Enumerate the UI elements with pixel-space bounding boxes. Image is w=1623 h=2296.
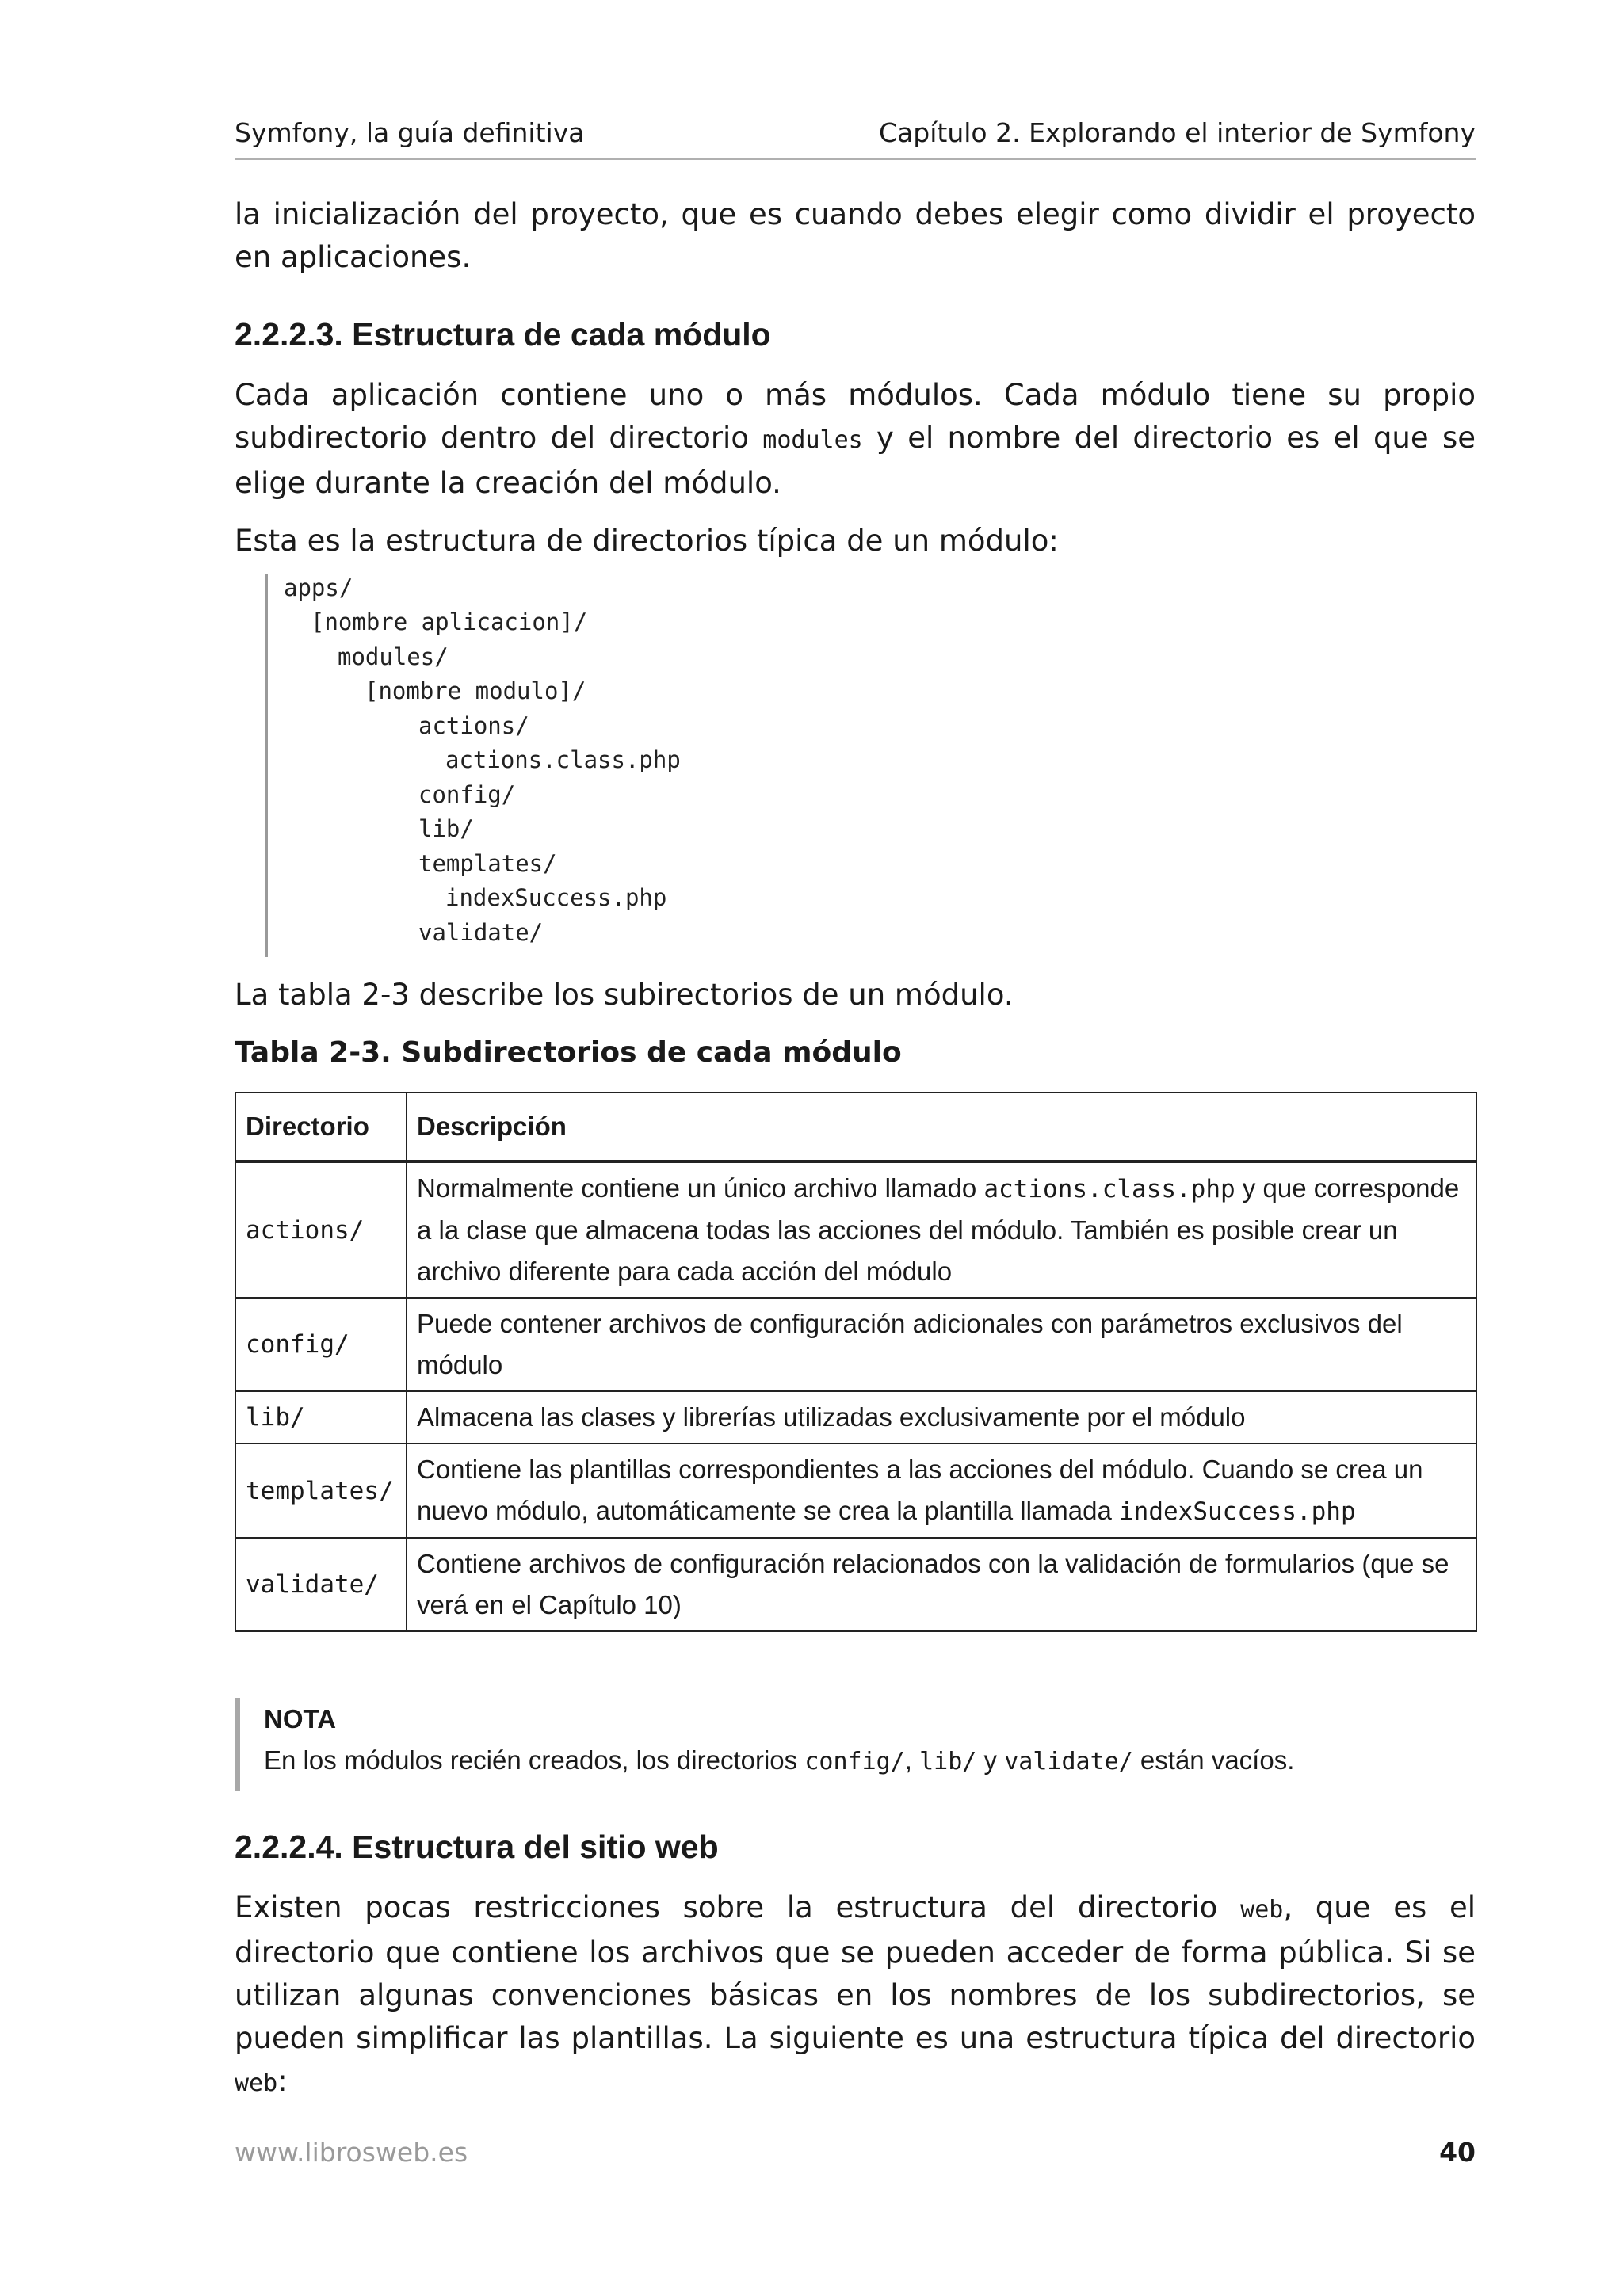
inline-code: indexSuccess.php [1119,1497,1356,1526]
description-cell: Contiene las plantillas correspondientes a las acciones del módulo. Cuando se crea un nuevo módulo, automáticamente se crea la plantilla llamada indexSuccess.php [407,1444,1476,1538]
inline-code-web: web [1240,1896,1284,1924]
chapter-title: Capítulo 2. Explorando el interior de Symfony [879,117,1476,148]
description-cell: Contiene archivos de configuración relacionados con la validación de formularios (que se verá en el Capítulo 10) [407,1538,1476,1631]
code-line: indexSuccess.php [445,884,667,911]
code-line: lib/ [418,815,474,842]
section-2224-paragraph-1: Existen pocas restricciones sobre la estructura del directorio web, que es el directorio que contiene los archivos que se pueden acceder de forma pública. Si se utilizan algunas convenciones básicas en los nombres de los subdirectorios, se pueden simplificar las plantillas. La siguiente es una estructura típica del directorio web: [235,1890,1476,2098]
directory-cell: templates/ [235,1444,407,1538]
footer-url: www.librosweb.es [235,2137,468,2168]
section-2223-paragraph-2: Esta es la estructura de directorios típica de un módulo: [235,524,1059,558]
directory-cell: config/ [235,1298,407,1391]
table-row [235,1538,1476,1631]
code-line: templates/ [418,850,557,877]
description-cell: Normalmente contiene un único archivo llamado actions.class.php y que corresponde a la clase que almacena todas las acciones del módulo. También es posible crear un archivo diferente para cada acción del módulo [407,1161,1476,1298]
directory-cell: validate/ [235,1538,407,1631]
directory-structure-code-block [265,574,1219,957]
section-2223-paragraph-1: Cada aplicación contiene uno o más módulos. Cada módulo tiene su propio subdirectorio dentro del directorio modules y el nombre del directorio es el que se elige durante la creación del módulo. [235,378,1476,500]
page-header [235,117,1476,160]
code-line: validate/ [418,919,544,946]
page-number: 40 [1439,2137,1476,2168]
code-line: actions/ [418,712,529,739]
directory-cell: lib/ [235,1391,407,1444]
table-row [235,1161,1476,1298]
directory-cell: actions/ [235,1161,407,1298]
column-header-directorio: Directorio [235,1093,407,1161]
table-header-row [235,1093,1476,1161]
code-line: [nombre modulo]/ [365,677,586,704]
code-line: config/ [418,781,516,808]
inline-code: actions.class.php [983,1175,1235,1203]
subdirectories-table [235,1092,1477,1632]
note-box [235,1698,1481,1791]
inline-code: lib/ [919,1748,977,1775]
description-cell: Almacena las clases y librerías utilizadas exclusivamente por el módulo [407,1391,1476,1444]
note-title: NOTA [264,1704,337,1733]
table-caption: Tabla 2-3. Subdirectorios de cada módulo [235,1036,902,1069]
table-row [235,1444,1476,1538]
section-heading-2223: 2.2.2.3. Estructura de cada módulo [235,316,771,353]
code-line: actions.class.php [445,746,681,773]
book-title: Symfony, la guía definitiva [235,117,585,148]
code-line: modules/ [338,643,449,670]
description-cell: Puede contener archivos de configuración adicionales con parámetros exclusivos del módulo [407,1298,1476,1391]
section-heading-2224: 2.2.2.4. Estructura del sitio web [235,1829,719,1865]
note-body: En los módulos recién creados, los directorios config/, lib/ y validate/ están vacíos. [264,1745,1295,1775]
inline-code: validate/ [1004,1748,1133,1775]
column-header-descripcion: Descripción [407,1093,1476,1161]
inline-code: config/ [804,1748,905,1775]
table-row [235,1298,1476,1391]
table-row [235,1391,1476,1444]
intro-paragraph: la inicialización del proyecto, que es cuando debes elegir como dividir el proyecto en aplicaciones. [235,197,1476,274]
code-line: [nombre aplicacion]/ [311,608,588,635]
inline-code-web: web [235,2069,278,2097]
code-line: apps/ [284,574,353,601]
section-2223-paragraph-3: La tabla 2-3 describe los subirectorios de un módulo. [235,978,1014,1012]
inline-code-modules: modules [762,426,863,454]
